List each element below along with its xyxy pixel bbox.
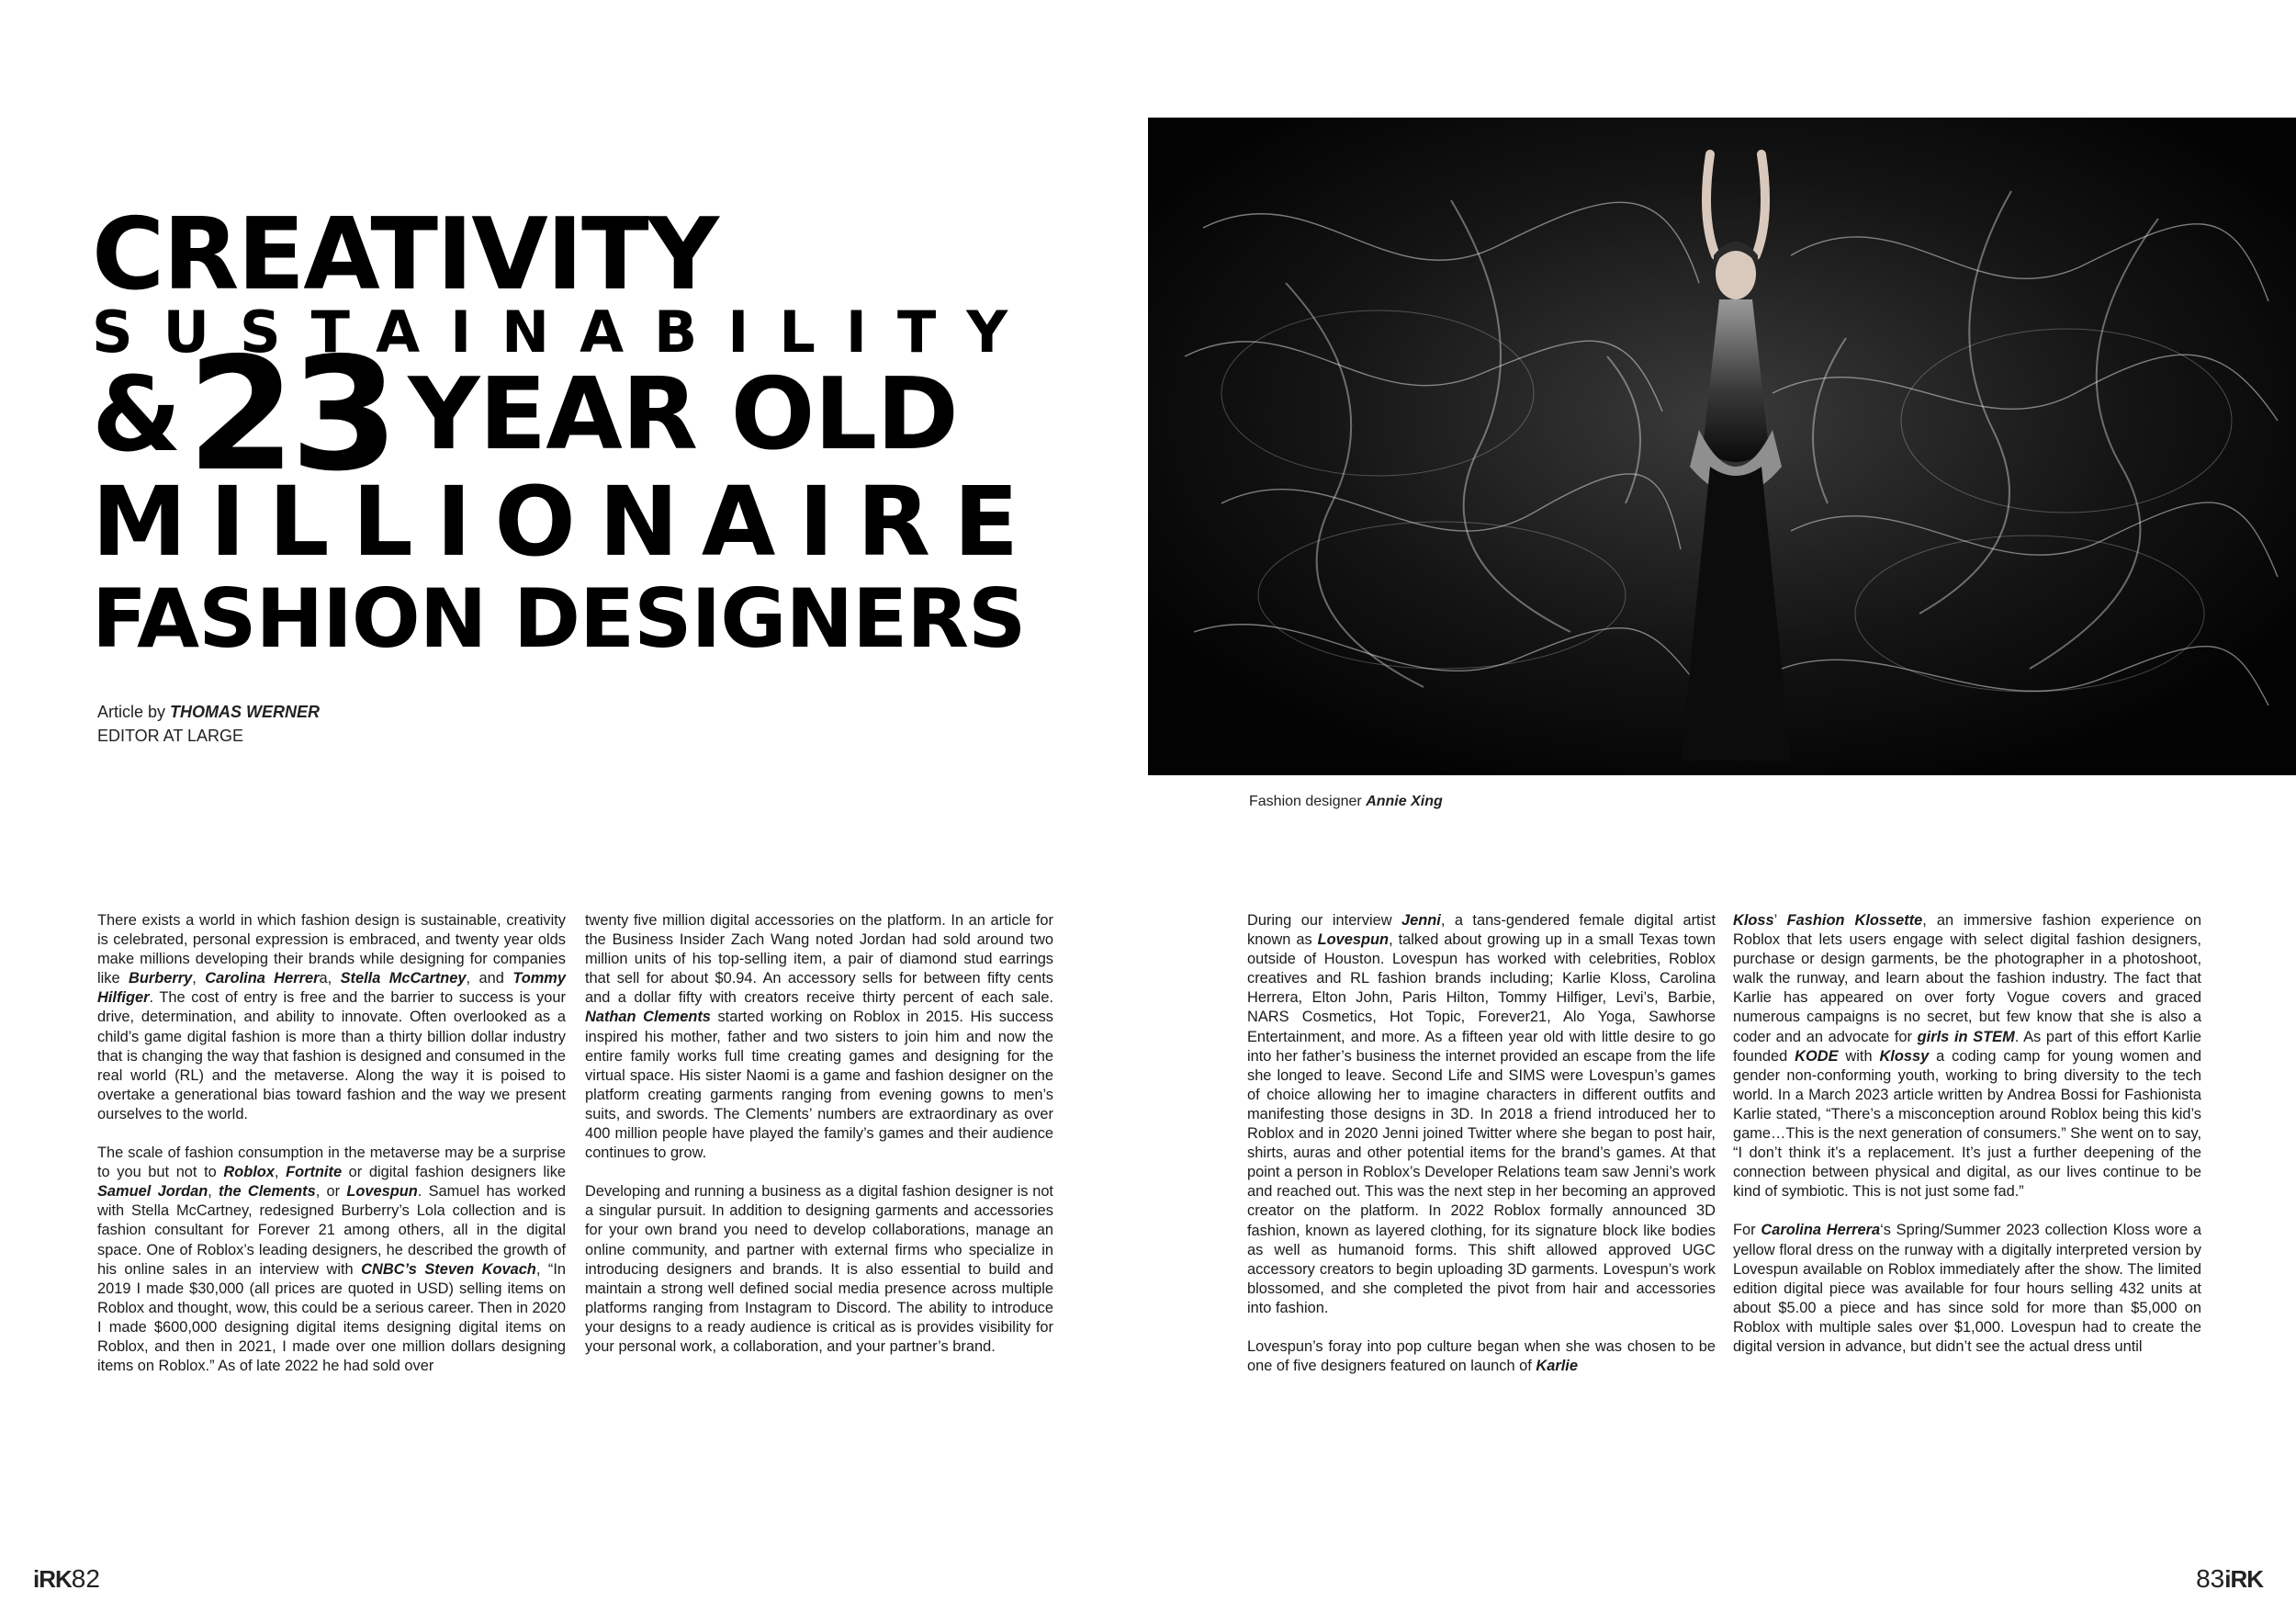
caption-name: Annie Xing bbox=[1366, 794, 1443, 809]
irk-logo: iRK bbox=[2224, 1565, 2263, 1593]
byline-author: THOMAS WERNER bbox=[170, 703, 321, 721]
paragraph-text: , bbox=[208, 1183, 219, 1201]
page-number-right: 83 bbox=[2196, 1564, 2225, 1593]
emphasis-name: KODE bbox=[1795, 1047, 1839, 1065]
emphasis-name: Karlie bbox=[1536, 1358, 1578, 1375]
byline bbox=[97, 700, 320, 748]
paragraph-text: ‘s Spring/Summer 2023 collection Kloss wore a yellow floral dress on the runway with a digitally interpreted version by Lovespun available on Roblox immediately after the show. The limited edition digital piece was available for four hours selling 432 units at about $5.00 a piece and has since sold for more than $5,000 on Roblox with multiple sales over $1,000. Lovespun had to create the digital version in advance, but didn’t see the actual dress until bbox=[1733, 1222, 2201, 1355]
emphasis-name: Carolina Herrera bbox=[1761, 1222, 1881, 1239]
paragraph-text: . The cost of entry is free and the barrier to success is your drive, determination, and ability to innovate. Often overlooked as a child’s game digital fashion is more than a thirty billion dollar industry that is changing the way that fashion is designed and consumed in the real world (RL) and the metaverse. Along the way it is poised to overtake a generational bias toward fashion and the way we present ourselves to the world. bbox=[97, 989, 566, 1122]
emphasis-name: Lovespun bbox=[1317, 931, 1390, 949]
article-paragraph bbox=[585, 911, 1053, 1163]
caption-prefix: Fashion designer bbox=[1249, 794, 1367, 809]
emphasis-name: Jenni bbox=[1401, 912, 1441, 929]
paragraph-text: There exists a world in which fashion design is sustainable, creativity is celebrated, personal expression is embraced, and twenty year olds make millions developing their brands while designing for companies like bbox=[97, 912, 566, 987]
paragraph-text: Lovespun’s foray into pop culture began when she was chosen to be one of five designers featured on launch of bbox=[1247, 1337, 1716, 1375]
paragraph-text: , bbox=[192, 970, 206, 987]
paragraph-text: During our interview bbox=[1247, 912, 1402, 929]
paragraph-text: , and bbox=[466, 970, 513, 987]
headline-ampersand: & bbox=[92, 355, 182, 475]
headline-millionaire: MILLIONAIRE bbox=[92, 466, 1042, 578]
article-column-2 bbox=[585, 911, 1053, 1376]
article-paragraph bbox=[585, 1182, 1053, 1357]
paragraph-text: or digital fashion designers like bbox=[342, 1164, 567, 1181]
article-column-3 bbox=[1247, 911, 1716, 1395]
photo-caption bbox=[1249, 794, 1443, 810]
paragraph-text: , a tans-gendered female digital artist known as bbox=[1247, 912, 1716, 949]
article-paragraph bbox=[1733, 911, 2201, 1201]
emphasis-name: the Clements bbox=[219, 1183, 316, 1201]
paragraph-text: with bbox=[1838, 1047, 1880, 1065]
irk-logo: iRK bbox=[33, 1565, 72, 1593]
paragraph-text: , bbox=[274, 1164, 287, 1181]
headline-sustainability: SUSTAINABILITY bbox=[92, 299, 1039, 366]
article-paragraph bbox=[1247, 1337, 1716, 1376]
emphasis-name: Roblox bbox=[223, 1164, 275, 1181]
emphasis-name: Lovespun bbox=[346, 1183, 418, 1201]
paragraph-text: For bbox=[1733, 1222, 1761, 1239]
headline-number: 23 bbox=[186, 324, 394, 506]
paragraph-text: , or bbox=[315, 1183, 347, 1201]
byline-prefix: Article by bbox=[97, 703, 171, 721]
emphasis-name: CNBC’s Steven Kovach bbox=[361, 1260, 536, 1278]
article-paragraph bbox=[1247, 911, 1716, 1318]
emphasis-name: Carolina Herrer bbox=[205, 970, 320, 987]
headline-fashion-designers: FASHION DESIGNERS bbox=[92, 571, 1026, 666]
paragraph-text: . Samuel has worked with Stella McCartney, redesigned Burberry’s Lola collection and is fashion consultant for Forever 21 among others, all in the digital space. One of Roblox’s leading designers, he described the growth of his online sales in an interview with bbox=[97, 1183, 566, 1278]
article-column-1 bbox=[97, 911, 566, 1395]
headline-creativity: CREATIVITY bbox=[92, 197, 717, 312]
emphasis-name: Fortnite bbox=[286, 1164, 343, 1181]
emphasis-name: Burberry bbox=[129, 970, 193, 987]
folio-left bbox=[33, 1563, 100, 1595]
emphasis-name: Kloss bbox=[1733, 912, 1774, 929]
paragraph-text: ’ bbox=[1773, 912, 1787, 929]
paragraph-text: , “In 2019 I made $30,000 (all prices are quoted in USD) selling items on Roblox and thought, wow, this could be a serious career. Then in 2020 I made $600,000 designing digital items designing digital items on Roblox, and then in 2021, I made over one million dollars designing items on Roblox.” As of late 2022 he had sold over bbox=[97, 1260, 566, 1375]
paragraph-text: The scale of fashion consumption in the metaverse may be a surprise to you but not to bbox=[97, 1145, 566, 1181]
paragraph-text: a coding camp for young women and gender non-conforming youth, working to bring diversity to the tech world. In a March 2023 article written by Andrea Bossi for Fashionista Karlie stated, “There’s a misconception around Roblox being this kid’s game…This is the next generation of consumers.” She went on to say, “I don’t think it’s a replacement. It’s just a further deepening of the connection between physical and digital, as our lives continue to be kind of symbiotic. This is not just some fad.” bbox=[1733, 1047, 2201, 1201]
paragraph-text: . As part of this effort Karlie founded bbox=[1733, 1028, 2201, 1065]
paragraph-text: Developing and running a business as a digital fashion designer is not a singular pursuit. In addition to designing garments and accessories for your own brand you need to develop collaborations, manage an online community, and partner with external firms who specialize in introducing designers and brands. It is also essential to build and maintain a strong well defined social media presence across multiple platforms ranging from Instagram to Discord. The ability to introduce your designs to a ready audience is critical as is provides visibility for your personal work, a collaboration, and your partner’s brand. bbox=[585, 1183, 1053, 1355]
article-paragraph bbox=[1733, 1221, 2201, 1357]
folio-right bbox=[2196, 1563, 2263, 1595]
paragraph-text: started working on Roblox in 2015. His success inspired his mother, father and two sisters to join him and now the entire family works full time creating games and designing for the virtual space. His sister Naomi is a game and fashion designer on the platform creating garments ranging from evening gowns to men’s suits, and swords. The Clements’ numbers are extraordinary as over 400 million people have played the family’s games and their audience continues to grow. bbox=[585, 1009, 1053, 1162]
smoke-figure-illustration bbox=[1148, 118, 2296, 775]
feature-photo bbox=[1148, 118, 2296, 775]
paragraph-text: a, bbox=[319, 970, 341, 987]
page-number-left: 82 bbox=[71, 1564, 100, 1593]
emphasis-name: Tommy Hilfiger bbox=[97, 970, 566, 1007]
emphasis-name: Fashion Klossette bbox=[1786, 912, 1923, 929]
emphasis-name: Samuel Jordan bbox=[97, 1183, 208, 1201]
emphasis-name: Stella McCartney bbox=[340, 970, 467, 987]
paragraph-text: twenty five million digital accessories on the platform. In an article for the Business Insider Zach Wang noted Jordan had sold around two million units of his top-selling item, a pair of diamond stud earrings that sell for about $0.94. An accessory sells for between fifty cents and a dollar fifty with creators receive thirty percent of each sale. bbox=[585, 912, 1053, 1007]
emphasis-name: girls in STEM bbox=[1917, 1028, 2015, 1045]
paragraph-text: , an immersive fashion experience on Roblox that lets users engage with select digital fashion designers, purchase or design garments, be the photographer in a photoshoot, walk the runway, and learn about the fashion industry. The fact that Karlie has appeared on over forty Vogue covers and graced numerous campaigns is no secret, but few know that she is also a coder and an advocate for bbox=[1733, 912, 2202, 1045]
byline-role: EDITOR AT LARGE bbox=[97, 727, 244, 745]
article-paragraph bbox=[97, 1144, 566, 1376]
paragraph-text: , talked about growing up in a small Texas town outside of Houston. Lovespun has worked with celebrities, Roblox creatives and RL fashion brands including; Karlie Kloss, Carolina Herrera, Elton John, Paris Hilton, Tommy Hilfiger, Levi’s, Barbie, NARS Cosmetics, Hot Topic, Forever21, Alo Yoga, Sawhorse Entertainment, and more. As a fifteen year old with little desire to go into her father’s business the internet provided an escape from the life she longed to leave. Second Life and SIMS were Lovespun’s games of choice allowing her to imagine characters in different outfits and manifesting those designs in 3D. In 2018 a friend introduced her to Roblox and in 2020 Jenni joined Twitter where she began to post hair, shirts, auras and other potential items for the brand’s games. At that point a person in Roblox’s Developer Relations team saw Jenni’s work and reached out. This was the next step in her becoming an approved creator on the platform. In 2022 Roblox formally announced 3D fashion, known as layered clothing, for its signature block like bodies as well as humanoid forms. This shift allowed approved UGC accessory creators to begin uploading 3D garments. Lovespun’s work blossomed, and she completed the pivot from hair and accessories into fashion. bbox=[1247, 931, 1716, 1316]
byline-author-line bbox=[97, 700, 320, 724]
headline-year-old: YEAR OLD bbox=[408, 357, 958, 472]
emphasis-name: Nathan Clements bbox=[585, 1009, 711, 1026]
emphasis-name: Klossy bbox=[1879, 1047, 1930, 1065]
article-paragraph bbox=[97, 911, 566, 1124]
headline bbox=[92, 197, 1065, 666]
article-column-4 bbox=[1733, 911, 2201, 1376]
